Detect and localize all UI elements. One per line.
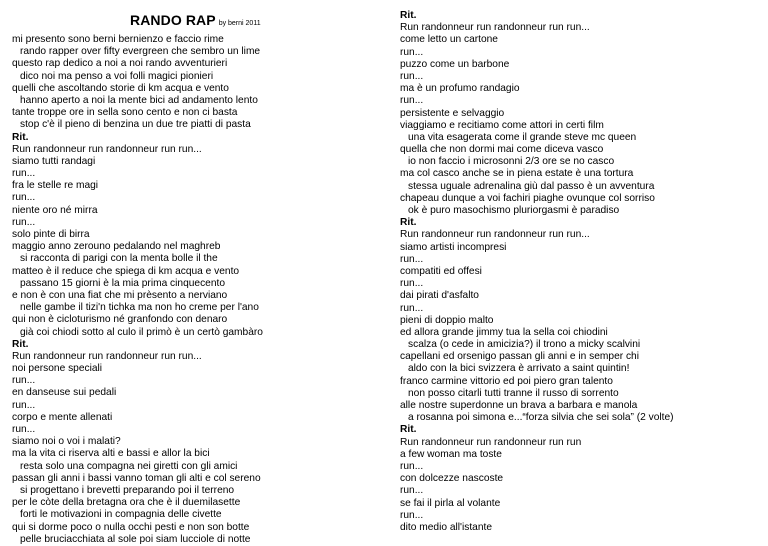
lyric-line: ok è puro masochismo pluriorgasmi è paradiso	[408, 205, 620, 216]
lyric-line: run...	[400, 278, 424, 290]
refrain-label: Rit.	[12, 131, 29, 143]
lyric-line: run...	[12, 375, 36, 387]
refrain-label: Rit.	[12, 338, 29, 350]
lyric-line: mi presento sono berni bernienzo e faccio rime	[12, 34, 224, 45]
lyric-line: siamo noi o voi i malati?	[12, 436, 121, 448]
refrain-label: Rit.	[400, 424, 417, 436]
right-column	[400, 10, 760, 534]
lyric-line: si racconta di parigi con la menta bolle il the	[20, 253, 218, 265]
lyric-line: non posso citarli tutti tranne il russo di sorrento	[408, 387, 619, 399]
lyric-line: run...	[12, 399, 36, 411]
right-lyrics	[400, 10, 760, 534]
lyric-line: compatiti ed offesi	[400, 265, 482, 277]
lyric-line: matteo è il reduce che spiega di km acqua e vento	[12, 265, 240, 277]
lyric-line: run...	[400, 46, 424, 58]
lyric-line: persistente e selvaggio	[400, 107, 505, 119]
lyric-line: capellani ed orsenigo passan gli anni e in semper chi	[400, 351, 639, 363]
lyric-line: puzzo come un barbone	[400, 58, 510, 70]
lyric-line: ed allora grande jimmy tua la sella coi chiodini	[400, 326, 608, 338]
lyric-line: aldo con la bici svizzera è arrivato a saint quintin!	[408, 363, 630, 375]
lyric-line: stessa uguale adrenalina giù dal passo è un avventura	[408, 180, 655, 192]
lyric-line: run...	[12, 216, 36, 228]
lyric-line: se fai il pirla al volante	[400, 497, 501, 509]
lyric-line: siamo tutti randagi	[12, 155, 96, 167]
lyric-line: franco carmine vittorio ed poi piero gran talento	[400, 375, 613, 387]
lyric-line: run...	[400, 253, 424, 265]
lyric-line: viaggiamo e recitiamo come attori in certi film	[400, 119, 604, 131]
left-lyrics	[12, 34, 372, 546]
lyric-line: pelle bruciacchiata al sole poi siam lucciole di notte	[20, 533, 251, 545]
refrain-label: Rit.	[400, 10, 417, 21]
page-title: RANDO RAP	[130, 12, 216, 28]
lyric-line: dai pirati d'asfalto	[400, 290, 479, 302]
lyric-line: Run randonneur run randonneur run run...	[12, 143, 202, 155]
lyric-line: ma col casco anche se in piena estate è una tortura	[400, 168, 634, 180]
lyric-line: quelli che ascoltando storie di km acqua e vento	[12, 82, 229, 94]
lyric-line: per le còte della bretagna ora che è il duemilasette	[12, 497, 241, 509]
lyric-line: run...	[400, 70, 424, 82]
lyric-line: alle nostre superdonne un brava a barbara e manola	[400, 400, 638, 411]
lyric-line: run...	[400, 460, 424, 472]
lyric-line: en danseuse sui pedali	[12, 387, 117, 399]
lyric-line: si progettano i brevetti preparando poi il terreno	[20, 484, 235, 496]
lyric-line: run...	[12, 192, 36, 204]
lyric-line: questo rap dedico a noi a noi rando avventurieri	[12, 58, 228, 70]
lyric-line: quella che non dormi mai come diceva vasco	[400, 144, 604, 156]
lyric-line: run...	[400, 485, 424, 497]
lyric-line: scalza (o cede in amicizia?) il trono a micky scalvini	[408, 339, 641, 351]
lyric-line: Run randonneur run randonneur run run...	[12, 350, 202, 362]
lyric-line: dito medio all'istante	[400, 521, 492, 533]
refrain-label: Rit.	[400, 217, 417, 229]
lyric-line: nelle gambe il tizi'n tichka ma non ho creme per l'ano	[20, 302, 259, 314]
lyric-line: rando rapper over fifty evergreen che sembro un lime	[20, 46, 261, 58]
lyric-line: già coi chiodi sotto al culo il primò è un certò gambàro	[20, 326, 263, 338]
lyric-line: qui non è cicloturismo né granfondo con denaro	[12, 314, 228, 326]
lyric-line: passano 15 giorni è la mia prima cinquecento	[20, 277, 226, 289]
lyric-line: pieni di doppio malto	[400, 314, 494, 326]
lyric-line: run...	[12, 168, 36, 180]
lyric-line: io non faccio i microsonni 2/3 ore se no casco	[408, 156, 615, 168]
lyric-line: ma è un profumo randagio	[400, 83, 520, 95]
lyric-line: siamo artisti incompresi	[400, 241, 507, 253]
lyric-line: forti le motivazioni in compagnia delle civette	[20, 509, 222, 521]
page-subtitle: by berni 2011	[218, 20, 261, 27]
lyric-line: run...	[400, 302, 424, 314]
left-column	[12, 10, 372, 546]
lyric-line: corpo e mente allenati	[12, 411, 113, 423]
lyric-line: maggio anno zerouno pedalando nel maghreb	[12, 241, 221, 253]
lyric-line: Run randonneur run randonneur run run...	[400, 22, 590, 34]
lyric-line: qui si dorme poco o nulla occhi pesti e non son botte	[12, 521, 250, 533]
lyric-line: tante troppe ore in sella sono cento e non ci basta	[12, 107, 238, 119]
lyric-line: run...	[12, 424, 36, 435]
lyric-line: ma la vita ci riserva alti e bassi e allor la bici	[12, 448, 210, 460]
lyric-line: a few woman ma toste	[400, 448, 502, 460]
lyric-line: fra le stelle re magi	[12, 180, 99, 192]
lyric-line: chapeau dunque a voi fachiri piaghe ovunque col sorriso	[400, 192, 655, 204]
lyric-line: a rosanna poi simona e...“forza silvia che sei sola” (2 volte)	[408, 412, 674, 424]
lyric-line: niente oro né mirra	[12, 204, 98, 216]
lyric-line: Run randonneur run randonneur run run	[400, 436, 582, 448]
lyric-line: dico noi ma penso a voi folli magici pionieri	[20, 70, 214, 82]
lyric-line: passan gli anni i bassi vanno toman gli alti e col sereno	[12, 472, 261, 484]
lyric-line: hanno aperto a noi la mente bici ad andamento lento	[20, 94, 258, 106]
lyric-line: stop c'è il pieno di benzina un due tre piatti di pasta	[20, 119, 251, 131]
lyric-line: Run randonneur run randonneur run run...	[400, 229, 590, 241]
lyric-line: e non è con una fiat che mi prèsento a nerviano	[12, 289, 228, 301]
lyric-line: con dolcezze nascoste	[400, 473, 504, 485]
title-block	[12, 12, 372, 34]
lyric-line: una vita esagerata come il grande steve mc queen	[408, 131, 637, 143]
lyric-line: solo pinte di birra	[12, 229, 90, 240]
lyric-line: run...	[400, 509, 424, 521]
lyric-line: run...	[400, 95, 424, 107]
lyric-line: noi persone speciali	[12, 363, 103, 375]
lyric-line: come letto un cartone	[400, 34, 498, 46]
lyric-line: resta solo una compagna nei giretti con gli amici	[20, 460, 238, 472]
